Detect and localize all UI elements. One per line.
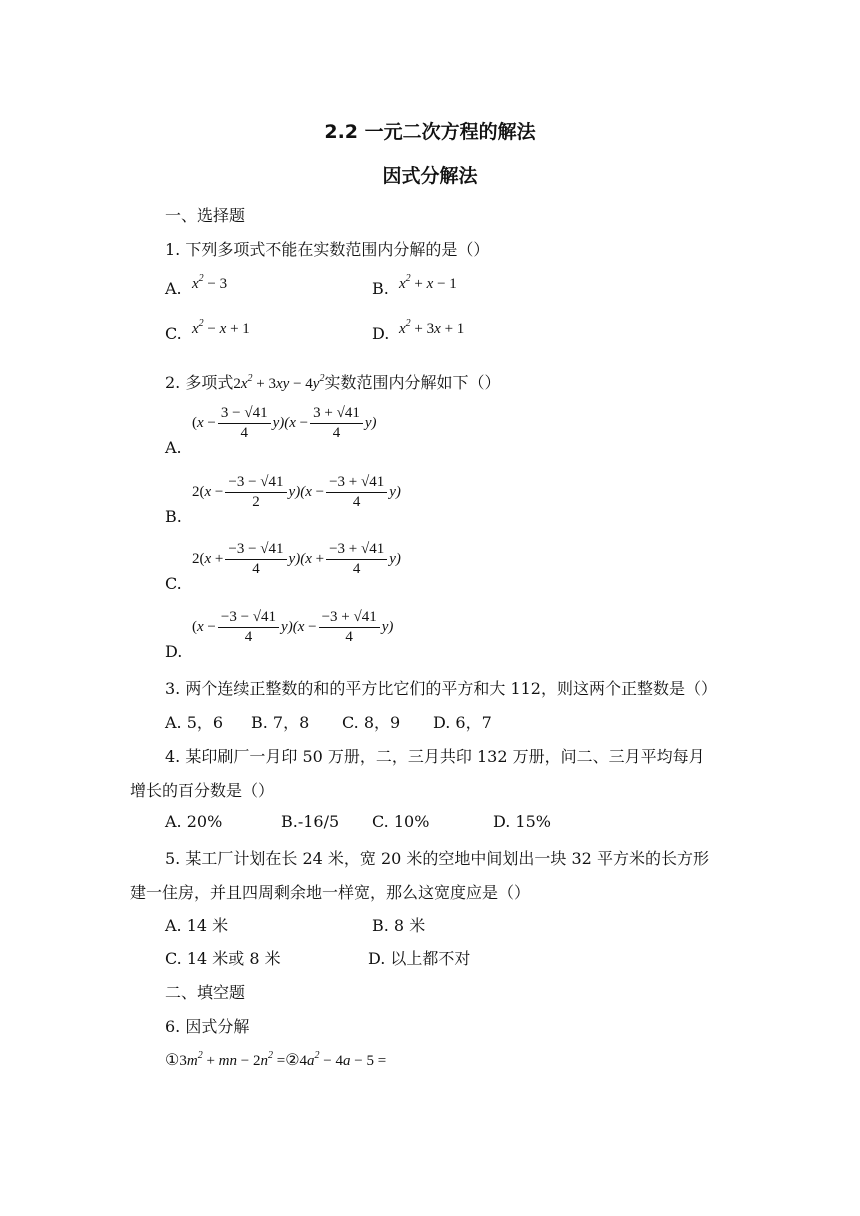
fraction-numerator: 3 − √41	[218, 405, 271, 424]
q2-stem-prefix: 2. 多项式	[165, 373, 234, 392]
q1-option-a-label: A.	[165, 279, 182, 298]
question-6-items	[165, 1050, 386, 1070]
question-2-stem	[165, 370, 500, 393]
fraction-numerator: −3 + √41	[326, 541, 387, 560]
expr-operator: +	[315, 550, 325, 567]
q6-item-2-mark: ②	[285, 1050, 300, 1069]
expr-operator: −	[315, 483, 325, 500]
expr-operator: −	[207, 618, 216, 635]
expr-lead: 2(	[192, 550, 205, 567]
question-4-stem-line1: 4. 某印刷厂一月印 50 万册，二，三月共印 132 万册，问二、三月平均每月	[165, 747, 705, 766]
expr-operator: −	[299, 414, 309, 431]
fraction-denominator: 4	[345, 629, 353, 645]
q2-option-d-label: D.	[165, 642, 183, 661]
fraction	[218, 609, 279, 646]
q4-option-d: D. 15%	[493, 812, 551, 831]
question-6-stem: 6. 因式分解	[165, 1017, 250, 1036]
question-5-stem-line2: 建一住房，并且四周剩余地一样宽，那么这宽度应是（）	[130, 883, 531, 902]
q5-option-b: B. 8 米	[372, 916, 426, 935]
q2-option-a-label: A.	[165, 438, 182, 457]
expr-operator: −	[214, 483, 224, 500]
q1-option-c-label: C.	[165, 324, 182, 343]
q5-option-d: D. 以上都不对	[368, 949, 471, 968]
question-4-stem-line2: 增长的百分数是（）	[130, 781, 275, 800]
fraction-numerator: −3 − √41	[218, 609, 279, 628]
fraction-numerator: 3 + √41	[310, 405, 363, 424]
fraction	[326, 541, 387, 578]
expr-lead: 2(	[192, 483, 205, 500]
q5-option-a: A. 14 米	[165, 916, 229, 935]
question-3-stem: 3. 两个连续正整数的和的平方比它们的平方和大 112，则这两个正整数是（）	[165, 679, 717, 698]
q2-option-d-expr: (x − $\frac{-3 - √41}{4}$ y)(x − $\frac{-3 + √41}{4}$ y)	[192, 609, 394, 645]
expr-lead: (	[192, 414, 197, 431]
fraction-numerator: −3 + √41	[319, 609, 380, 628]
fraction-numerator: −3 + √41	[326, 474, 387, 493]
q1-option-b-expr: $x^2 + x - 1$	[399, 273, 457, 292]
section-heading-choice: 一、选择题	[165, 206, 246, 225]
q2-option-a-expr: (x − $\frac{3 - √41}{4}$ y)(x − $\frac{3 + √41}{4}$ y)	[192, 405, 377, 441]
q5-option-c: C. 14 米或 8 米	[165, 949, 281, 968]
expr-operator: +	[214, 550, 224, 567]
q6-item-2-expr: $4a^2 - 4a - 5$ =	[299, 1050, 387, 1069]
fraction-denominator: 4	[240, 425, 248, 441]
q1-option-a-expr: $x^2 - 3$	[192, 273, 228, 292]
q3-option-b: B. 7，8	[251, 713, 310, 732]
fraction	[225, 474, 286, 511]
q1-option-d-expr: $x^2 + 3x + 1$	[399, 318, 465, 337]
fraction-denominator: 4	[332, 425, 341, 441]
page-title: 2.2 一元二次方程的解法	[324, 121, 536, 143]
q6-item-1-expr: $3m^2$ + mn − $2n^2$ =	[179, 1050, 286, 1069]
page-subtitle: 因式分解法	[382, 165, 478, 187]
q2-option-b-label: B.	[165, 507, 182, 526]
q3-option-d: D. 6，7	[433, 713, 492, 732]
q1-option-c-expr: $x^2 - x + 1$	[192, 318, 250, 337]
fraction-denominator: 4	[352, 494, 361, 510]
q3-option-c: C. 8，9	[342, 713, 401, 732]
fraction	[225, 541, 286, 578]
expr-lead: (	[192, 618, 197, 635]
fraction-numerator: −3 − √41	[225, 474, 286, 493]
question-5-stem-line1: 5. 某工厂计划在长 24 米，宽 20 米的空地中间划出一块 32 平方米的长方形	[165, 849, 709, 868]
q2-option-c-label: C.	[165, 574, 182, 593]
fraction-denominator: 4	[352, 561, 361, 577]
q2-stem-expr: $2x^2 + 3xy - 4y^2$	[233, 373, 325, 392]
fraction-denominator: 2	[252, 494, 260, 510]
expr-operator: −	[308, 618, 317, 635]
fraction-denominator: 4	[252, 561, 260, 577]
fraction-numerator: −3 − √41	[225, 541, 286, 560]
q3-option-a: A. 5，6	[165, 713, 224, 732]
q2-option-c-expr: 2(x + $\frac{-3 - √41}{4}$ y)(x + $\frac{-3 + √41}{4}$ y)	[192, 541, 401, 577]
question-1-stem: 1. 下列多项式不能在实数范围内分解的是（）	[165, 240, 490, 259]
q2-stem-suffix: 实数范围内分解如下（）	[324, 373, 501, 392]
fraction	[218, 405, 271, 442]
expr-operator: −	[207, 414, 216, 431]
q6-item-1-mark: ①	[165, 1050, 180, 1069]
fraction	[310, 405, 363, 442]
fraction-denominator: 4	[244, 629, 253, 645]
q4-option-a: A. 20%	[165, 812, 223, 831]
fraction	[319, 609, 380, 646]
q4-option-b: B.-16/5	[281, 812, 340, 831]
q1-option-b-label: B.	[372, 279, 389, 298]
q2-option-b-expr: 2(x − $\frac{-3 - √41}{2}$ y)(x − $\frac{-3 + √41}{4}$ y)	[192, 474, 401, 510]
q1-option-d-label: D.	[372, 324, 390, 343]
section-heading-fill: 二、填空题	[165, 983, 246, 1002]
q4-option-c: C. 10%	[372, 812, 430, 831]
fraction	[326, 474, 387, 511]
